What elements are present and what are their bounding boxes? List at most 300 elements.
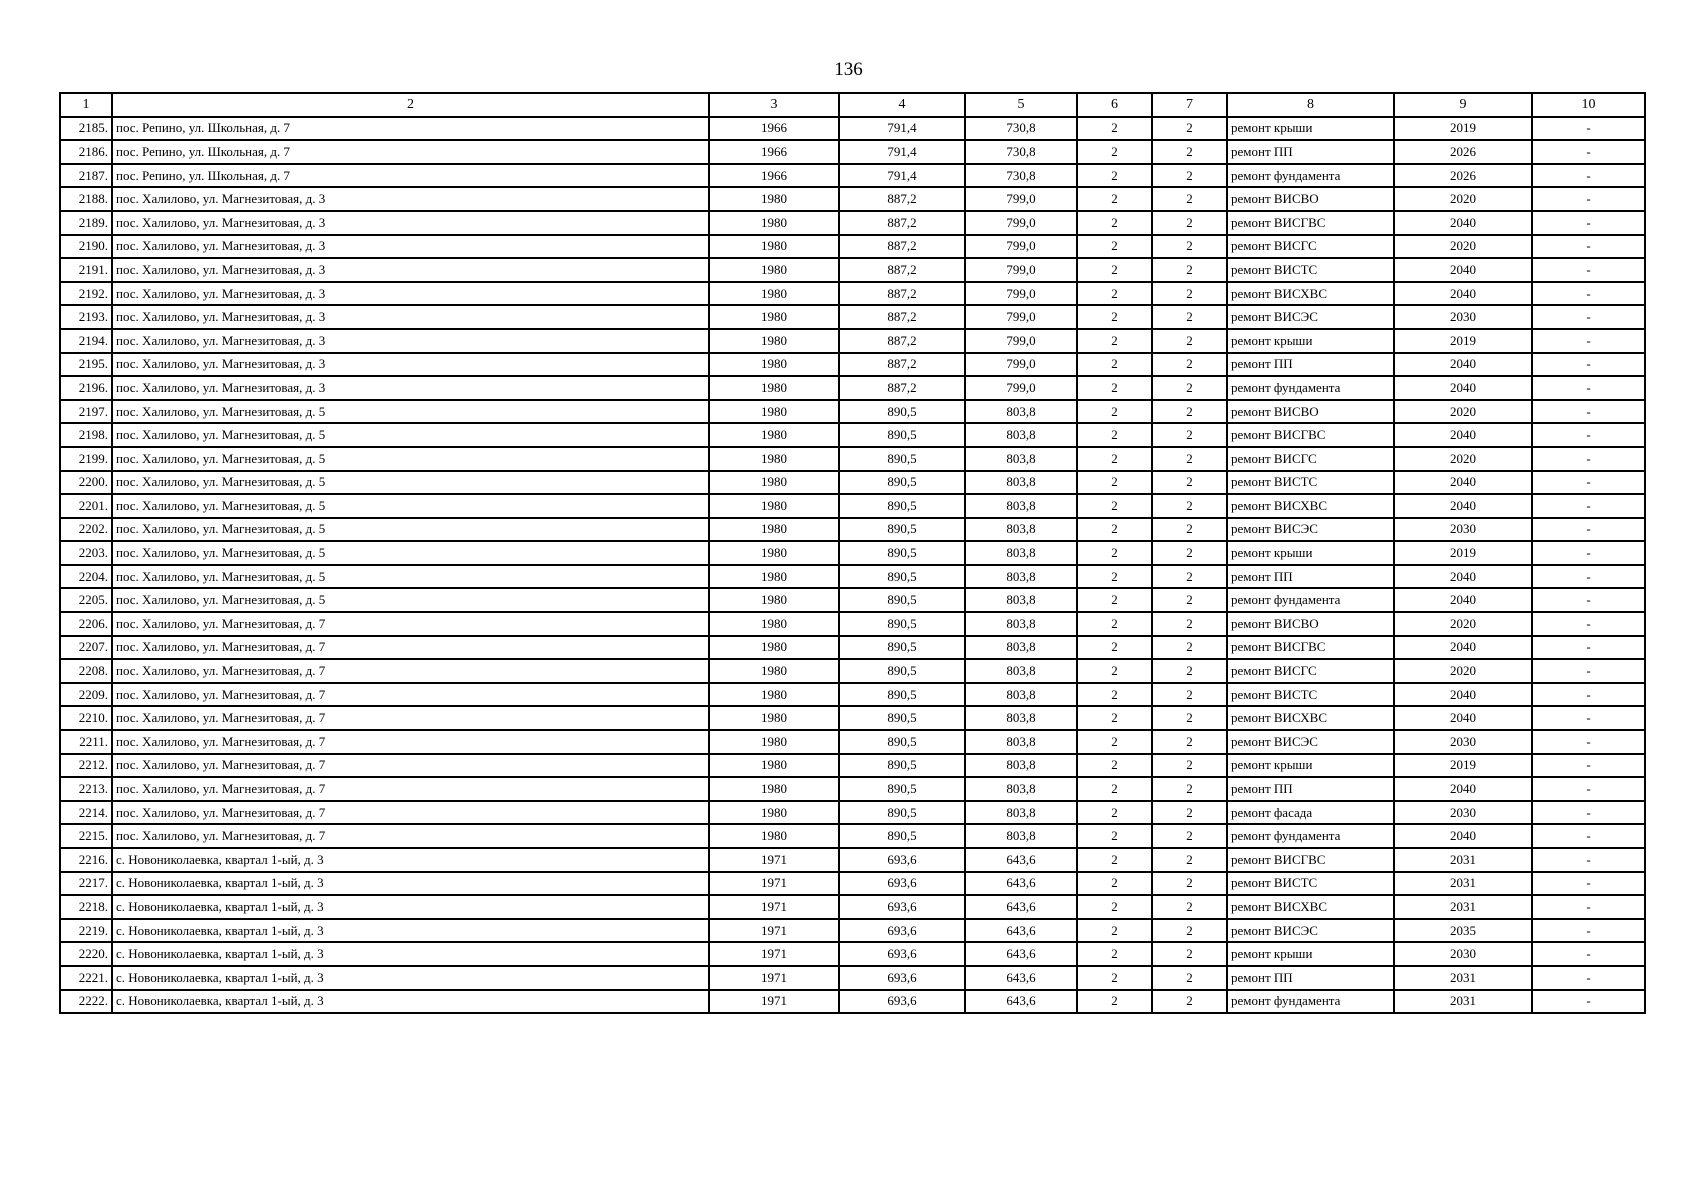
- cell-work-type: ремонт ВИСХВС: [1227, 282, 1394, 306]
- cell-row-number: 2218.: [60, 895, 112, 919]
- cell-floors: 2: [1077, 211, 1152, 235]
- header-cell-10: 10: [1532, 93, 1645, 117]
- cell-note: -: [1532, 447, 1645, 471]
- cell-entrances: 2: [1152, 848, 1227, 872]
- cell-address: пос. Халилово, ул. Магнезитовая, д. 7: [112, 754, 709, 778]
- cell-floors: 2: [1077, 164, 1152, 188]
- cell-note: -: [1532, 258, 1645, 282]
- cell-work-type: ремонт ВИСВО: [1227, 400, 1394, 424]
- cell-year-built: 1980: [709, 541, 839, 565]
- cell-work-type: ремонт ВИСТС: [1227, 258, 1394, 282]
- cell-planned-year: 2040: [1394, 211, 1532, 235]
- cell-year-built: 1980: [709, 282, 839, 306]
- cell-floors: 2: [1077, 305, 1152, 329]
- cell-entrances: 2: [1152, 683, 1227, 707]
- cell-living-area: 803,8: [965, 659, 1077, 683]
- cell-work-type: ремонт ВИСГВС: [1227, 211, 1394, 235]
- cell-note: -: [1532, 164, 1645, 188]
- cell-floors: 2: [1077, 777, 1152, 801]
- cell-entrances: 2: [1152, 235, 1227, 259]
- cell-entrances: 2: [1152, 777, 1227, 801]
- cell-floors: 2: [1077, 423, 1152, 447]
- cell-entrances: 2: [1152, 706, 1227, 730]
- cell-living-area: 799,0: [965, 353, 1077, 377]
- cell-row-number: 2217.: [60, 872, 112, 896]
- cell-work-type: ремонт ВИСХВС: [1227, 895, 1394, 919]
- cell-entrances: 2: [1152, 824, 1227, 848]
- cell-floors: 2: [1077, 612, 1152, 636]
- cell-living-area: 730,8: [965, 140, 1077, 164]
- cell-work-type: ремонт ПП: [1227, 565, 1394, 589]
- cell-year-built: 1971: [709, 990, 839, 1014]
- cell-year-built: 1971: [709, 895, 839, 919]
- table-row: [60, 329, 1645, 353]
- cell-work-type: ремонт ВИСЭС: [1227, 730, 1394, 754]
- cell-planned-year: 2040: [1394, 824, 1532, 848]
- cell-address: пос. Халилово, ул. Магнезитовая, д. 7: [112, 706, 709, 730]
- table-row: [60, 565, 1645, 589]
- cell-total-area: 693,6: [839, 990, 965, 1014]
- cell-floors: 2: [1077, 588, 1152, 612]
- cell-floors: 2: [1077, 659, 1152, 683]
- cell-floors: 2: [1077, 919, 1152, 943]
- cell-address: пос. Халилово, ул. Магнезитовая, д. 3: [112, 187, 709, 211]
- cell-year-built: 1980: [709, 494, 839, 518]
- table-row: [60, 801, 1645, 825]
- cell-entrances: 2: [1152, 990, 1227, 1014]
- cell-note: -: [1532, 730, 1645, 754]
- table-row: [60, 588, 1645, 612]
- cell-total-area: 887,2: [839, 235, 965, 259]
- cell-address: пос. Халилово, ул. Магнезитовая, д. 5: [112, 447, 709, 471]
- cell-row-number: 2216.: [60, 848, 112, 872]
- cell-address: пос. Халилово, ул. Магнезитовая, д. 7: [112, 824, 709, 848]
- cell-floors: 2: [1077, 872, 1152, 896]
- table-row: [60, 117, 1645, 141]
- table-body: [60, 117, 1645, 1014]
- cell-address: пос. Репино, ул. Школьная, д. 7: [112, 117, 709, 141]
- cell-living-area: 799,0: [965, 187, 1077, 211]
- cell-row-number: 2210.: [60, 706, 112, 730]
- cell-total-area: 890,5: [839, 494, 965, 518]
- table-row: [60, 258, 1645, 282]
- cell-planned-year: 2040: [1394, 636, 1532, 660]
- header-cell-5: 5: [965, 93, 1077, 117]
- cell-work-type: ремонт ВИСГВС: [1227, 848, 1394, 872]
- header-row: [60, 93, 1645, 117]
- cell-row-number: 2204.: [60, 565, 112, 589]
- cell-planned-year: 2031: [1394, 848, 1532, 872]
- cell-floors: 2: [1077, 140, 1152, 164]
- cell-living-area: 643,6: [965, 966, 1077, 990]
- cell-year-built: 1971: [709, 872, 839, 896]
- cell-floors: 2: [1077, 471, 1152, 495]
- cell-row-number: 2207.: [60, 636, 112, 660]
- cell-row-number: 2199.: [60, 447, 112, 471]
- cell-note: -: [1532, 848, 1645, 872]
- cell-total-area: 890,5: [839, 447, 965, 471]
- cell-address: пос. Халилово, ул. Магнезитовая, д. 3: [112, 211, 709, 235]
- cell-row-number: 2190.: [60, 235, 112, 259]
- cell-living-area: 803,8: [965, 518, 1077, 542]
- cell-living-area: 799,0: [965, 305, 1077, 329]
- cell-note: -: [1532, 990, 1645, 1014]
- cell-floors: 2: [1077, 376, 1152, 400]
- table-row: [60, 187, 1645, 211]
- cell-entrances: 2: [1152, 612, 1227, 636]
- cell-floors: 2: [1077, 824, 1152, 848]
- cell-planned-year: 2030: [1394, 942, 1532, 966]
- table-row: [60, 966, 1645, 990]
- cell-address: пос. Халилово, ул. Магнезитовая, д. 5: [112, 518, 709, 542]
- cell-total-area: 890,5: [839, 824, 965, 848]
- cell-note: -: [1532, 211, 1645, 235]
- cell-living-area: 799,0: [965, 235, 1077, 259]
- cell-work-type: ремонт крыши: [1227, 329, 1394, 353]
- table-row: [60, 305, 1645, 329]
- cell-entrances: 2: [1152, 801, 1227, 825]
- table-row: [60, 447, 1645, 471]
- cell-year-built: 1980: [709, 565, 839, 589]
- cell-living-area: 730,8: [965, 117, 1077, 141]
- cell-row-number: 2188.: [60, 187, 112, 211]
- cell-address: пос. Халилово, ул. Магнезитовая, д. 7: [112, 683, 709, 707]
- cell-living-area: 799,0: [965, 211, 1077, 235]
- cell-note: -: [1532, 187, 1645, 211]
- cell-address: пос. Халилово, ул. Магнезитовая, д. 7: [112, 612, 709, 636]
- cell-address: с. Новониколаевка, квартал 1-ый, д. 3: [112, 990, 709, 1014]
- cell-row-number: 2215.: [60, 824, 112, 848]
- cell-year-built: 1980: [709, 329, 839, 353]
- cell-work-type: ремонт ВИСГВС: [1227, 423, 1394, 447]
- cell-floors: 2: [1077, 683, 1152, 707]
- cell-entrances: 2: [1152, 140, 1227, 164]
- cell-living-area: 803,8: [965, 754, 1077, 778]
- cell-note: -: [1532, 966, 1645, 990]
- table-row: [60, 164, 1645, 188]
- cell-living-area: 803,8: [965, 612, 1077, 636]
- cell-address: с. Новониколаевка, квартал 1-ый, д. 3: [112, 966, 709, 990]
- cell-row-number: 2196.: [60, 376, 112, 400]
- cell-row-number: 2197.: [60, 400, 112, 424]
- cell-planned-year: 2040: [1394, 282, 1532, 306]
- cell-work-type: ремонт ВИСТС: [1227, 471, 1394, 495]
- cell-year-built: 1980: [709, 423, 839, 447]
- cell-total-area: 890,5: [839, 400, 965, 424]
- cell-planned-year: 2040: [1394, 471, 1532, 495]
- cell-note: -: [1532, 541, 1645, 565]
- cell-planned-year: 2031: [1394, 990, 1532, 1014]
- cell-address: с. Новониколаевка, квартал 1-ый, д. 3: [112, 895, 709, 919]
- cell-floors: 2: [1077, 117, 1152, 141]
- cell-entrances: 2: [1152, 895, 1227, 919]
- cell-address: пос. Халилово, ул. Магнезитовая, д. 3: [112, 235, 709, 259]
- cell-planned-year: 2040: [1394, 423, 1532, 447]
- cell-row-number: 2214.: [60, 801, 112, 825]
- cell-floors: 2: [1077, 636, 1152, 660]
- cell-total-area: 890,5: [839, 423, 965, 447]
- cell-living-area: 803,8: [965, 824, 1077, 848]
- cell-note: -: [1532, 305, 1645, 329]
- table-row: [60, 235, 1645, 259]
- cell-entrances: 2: [1152, 305, 1227, 329]
- cell-total-area: 890,5: [839, 471, 965, 495]
- cell-planned-year: 2026: [1394, 140, 1532, 164]
- cell-year-built: 1980: [709, 187, 839, 211]
- cell-entrances: 2: [1152, 518, 1227, 542]
- cell-planned-year: 2020: [1394, 187, 1532, 211]
- cell-living-area: 803,8: [965, 730, 1077, 754]
- cell-address: пос. Халилово, ул. Магнезитовая, д. 3: [112, 353, 709, 377]
- cell-note: -: [1532, 140, 1645, 164]
- cell-planned-year: 2019: [1394, 329, 1532, 353]
- cell-year-built: 1971: [709, 919, 839, 943]
- cell-entrances: 2: [1152, 541, 1227, 565]
- cell-planned-year: 2019: [1394, 541, 1532, 565]
- cell-row-number: 2222.: [60, 990, 112, 1014]
- cell-floors: 2: [1077, 258, 1152, 282]
- cell-year-built: 1980: [709, 706, 839, 730]
- cell-row-number: 2189.: [60, 211, 112, 235]
- cell-row-number: 2220.: [60, 942, 112, 966]
- cell-address: пос. Халилово, ул. Магнезитовая, д. 5: [112, 565, 709, 589]
- cell-floors: 2: [1077, 730, 1152, 754]
- cell-year-built: 1980: [709, 376, 839, 400]
- cell-work-type: ремонт ВИСТС: [1227, 872, 1394, 896]
- cell-planned-year: 2019: [1394, 117, 1532, 141]
- cell-address: пос. Халилово, ул. Магнезитовая, д. 7: [112, 777, 709, 801]
- cell-entrances: 2: [1152, 376, 1227, 400]
- cell-year-built: 1980: [709, 659, 839, 683]
- cell-year-built: 1980: [709, 612, 839, 636]
- cell-year-built: 1980: [709, 801, 839, 825]
- cell-entrances: 2: [1152, 966, 1227, 990]
- table-row: [60, 872, 1645, 896]
- cell-living-area: 803,8: [965, 423, 1077, 447]
- cell-floors: 2: [1077, 895, 1152, 919]
- cell-entrances: 2: [1152, 211, 1227, 235]
- cell-note: -: [1532, 423, 1645, 447]
- cell-planned-year: 2031: [1394, 966, 1532, 990]
- table-row: [60, 471, 1645, 495]
- cell-planned-year: 2031: [1394, 895, 1532, 919]
- cell-row-number: 2186.: [60, 140, 112, 164]
- cell-address: пос. Репино, ул. Школьная, д. 7: [112, 140, 709, 164]
- cell-note: -: [1532, 754, 1645, 778]
- cell-living-area: 643,6: [965, 872, 1077, 896]
- cell-floors: 2: [1077, 541, 1152, 565]
- cell-total-area: 887,2: [839, 282, 965, 306]
- cell-total-area: 890,5: [839, 730, 965, 754]
- cell-entrances: 2: [1152, 919, 1227, 943]
- cell-work-type: ремонт ВИСГС: [1227, 447, 1394, 471]
- header-cell-3: 3: [709, 93, 839, 117]
- cell-address: пос. Халилово, ул. Магнезитовая, д. 3: [112, 305, 709, 329]
- cell-entrances: 2: [1152, 754, 1227, 778]
- cell-planned-year: 2040: [1394, 353, 1532, 377]
- cell-floors: 2: [1077, 942, 1152, 966]
- cell-living-area: 643,6: [965, 895, 1077, 919]
- cell-work-type: ремонт ВИСХВС: [1227, 706, 1394, 730]
- cell-planned-year: 2030: [1394, 518, 1532, 542]
- cell-work-type: ремонт фасада: [1227, 801, 1394, 825]
- cell-work-type: ремонт фундамента: [1227, 376, 1394, 400]
- cell-note: -: [1532, 824, 1645, 848]
- cell-entrances: 2: [1152, 471, 1227, 495]
- table-row: [60, 140, 1645, 164]
- cell-row-number: 2206.: [60, 612, 112, 636]
- cell-entrances: 2: [1152, 423, 1227, 447]
- cell-living-area: 803,8: [965, 565, 1077, 589]
- cell-total-area: 887,2: [839, 353, 965, 377]
- cell-planned-year: 2020: [1394, 612, 1532, 636]
- cell-note: -: [1532, 494, 1645, 518]
- cell-address: пос. Халилово, ул. Магнезитовая, д. 5: [112, 588, 709, 612]
- cell-living-area: 643,6: [965, 919, 1077, 943]
- cell-living-area: 803,8: [965, 447, 1077, 471]
- cell-planned-year: 2020: [1394, 659, 1532, 683]
- cell-year-built: 1980: [709, 754, 839, 778]
- cell-planned-year: 2030: [1394, 730, 1532, 754]
- cell-floors: 2: [1077, 447, 1152, 471]
- cell-row-number: 2195.: [60, 353, 112, 377]
- cell-work-type: ремонт фундамента: [1227, 824, 1394, 848]
- housing-repair-table: [59, 92, 1646, 1014]
- cell-living-area: 803,8: [965, 683, 1077, 707]
- cell-total-area: 887,2: [839, 329, 965, 353]
- table-row: [60, 942, 1645, 966]
- cell-floors: 2: [1077, 235, 1152, 259]
- cell-total-area: 890,5: [839, 706, 965, 730]
- cell-living-area: 799,0: [965, 258, 1077, 282]
- cell-entrances: 2: [1152, 447, 1227, 471]
- cell-row-number: 2221.: [60, 966, 112, 990]
- cell-total-area: 791,4: [839, 117, 965, 141]
- cell-total-area: 693,6: [839, 919, 965, 943]
- header-cell-1: 1: [60, 93, 112, 117]
- cell-row-number: 2200.: [60, 471, 112, 495]
- cell-address: пос. Халилово, ул. Магнезитовая, д. 7: [112, 636, 709, 660]
- table-row: [60, 919, 1645, 943]
- cell-entrances: 2: [1152, 730, 1227, 754]
- cell-note: -: [1532, 942, 1645, 966]
- cell-work-type: ремонт ВИСТС: [1227, 683, 1394, 707]
- cell-work-type: ремонт ПП: [1227, 353, 1394, 377]
- table-row: [60, 659, 1645, 683]
- cell-row-number: 2198.: [60, 423, 112, 447]
- table-row: [60, 683, 1645, 707]
- cell-living-area: 803,8: [965, 494, 1077, 518]
- cell-entrances: 2: [1152, 187, 1227, 211]
- cell-year-built: 1980: [709, 353, 839, 377]
- cell-year-built: 1971: [709, 966, 839, 990]
- cell-work-type: ремонт крыши: [1227, 117, 1394, 141]
- table-row: [60, 353, 1645, 377]
- cell-year-built: 1980: [709, 447, 839, 471]
- cell-planned-year: 2020: [1394, 235, 1532, 259]
- cell-living-area: 730,8: [965, 164, 1077, 188]
- cell-entrances: 2: [1152, 258, 1227, 282]
- cell-note: -: [1532, 612, 1645, 636]
- cell-planned-year: 2040: [1394, 777, 1532, 801]
- cell-planned-year: 2019: [1394, 754, 1532, 778]
- cell-row-number: 2205.: [60, 588, 112, 612]
- cell-living-area: 643,6: [965, 848, 1077, 872]
- table-row: [60, 518, 1645, 542]
- cell-entrances: 2: [1152, 872, 1227, 896]
- cell-planned-year: 2031: [1394, 872, 1532, 896]
- cell-entrances: 2: [1152, 588, 1227, 612]
- cell-work-type: ремонт фундамента: [1227, 990, 1394, 1014]
- cell-year-built: 1980: [709, 636, 839, 660]
- cell-work-type: ремонт крыши: [1227, 754, 1394, 778]
- cell-note: -: [1532, 895, 1645, 919]
- cell-entrances: 2: [1152, 494, 1227, 518]
- cell-floors: 2: [1077, 754, 1152, 778]
- cell-work-type: ремонт крыши: [1227, 541, 1394, 565]
- table-row: [60, 706, 1645, 730]
- cell-address: пос. Халилово, ул. Магнезитовая, д. 7: [112, 730, 709, 754]
- cell-address: пос. Халилово, ул. Магнезитовая, д. 3: [112, 258, 709, 282]
- cell-floors: 2: [1077, 990, 1152, 1014]
- cell-year-built: 1966: [709, 164, 839, 188]
- cell-work-type: ремонт крыши: [1227, 942, 1394, 966]
- cell-floors: 2: [1077, 966, 1152, 990]
- table-row: [60, 423, 1645, 447]
- cell-year-built: 1980: [709, 211, 839, 235]
- cell-entrances: 2: [1152, 400, 1227, 424]
- cell-entrances: 2: [1152, 565, 1227, 589]
- header-cell-9: 9: [1394, 93, 1532, 117]
- cell-planned-year: 2030: [1394, 305, 1532, 329]
- cell-work-type: ремонт ВИСГВС: [1227, 636, 1394, 660]
- cell-entrances: 2: [1152, 942, 1227, 966]
- cell-total-area: 890,5: [839, 659, 965, 683]
- cell-floors: 2: [1077, 565, 1152, 589]
- cell-work-type: ремонт ВИСВО: [1227, 187, 1394, 211]
- table-row: [60, 848, 1645, 872]
- cell-address: пос. Халилово, ул. Магнезитовая, д. 3: [112, 376, 709, 400]
- cell-floors: 2: [1077, 400, 1152, 424]
- cell-planned-year: 2040: [1394, 706, 1532, 730]
- cell-note: -: [1532, 683, 1645, 707]
- cell-year-built: 1980: [709, 777, 839, 801]
- cell-address: с. Новониколаевка, квартал 1-ый, д. 3: [112, 919, 709, 943]
- cell-floors: 2: [1077, 187, 1152, 211]
- table-row: [60, 211, 1645, 235]
- cell-living-area: 643,6: [965, 942, 1077, 966]
- cell-work-type: ремонт ПП: [1227, 140, 1394, 164]
- cell-address: пос. Халилово, ул. Магнезитовая, д. 5: [112, 471, 709, 495]
- cell-address: пос. Халилово, ул. Магнезитовая, д. 5: [112, 400, 709, 424]
- cell-address: пос. Халилово, ул. Магнезитовая, д. 7: [112, 659, 709, 683]
- cell-entrances: 2: [1152, 659, 1227, 683]
- cell-address: пос. Халилово, ул. Магнезитовая, д. 3: [112, 329, 709, 353]
- cell-floors: 2: [1077, 353, 1152, 377]
- cell-total-area: 887,2: [839, 376, 965, 400]
- cell-total-area: 890,5: [839, 541, 965, 565]
- cell-total-area: 890,5: [839, 518, 965, 542]
- cell-work-type: ремонт ПП: [1227, 777, 1394, 801]
- cell-year-built: 1980: [709, 400, 839, 424]
- cell-year-built: 1966: [709, 140, 839, 164]
- cell-floors: 2: [1077, 706, 1152, 730]
- cell-entrances: 2: [1152, 117, 1227, 141]
- cell-note: -: [1532, 872, 1645, 896]
- header-cell-7: 7: [1152, 93, 1227, 117]
- cell-total-area: 890,5: [839, 777, 965, 801]
- cell-address: пос. Халилово, ул. Магнезитовая, д. 7: [112, 801, 709, 825]
